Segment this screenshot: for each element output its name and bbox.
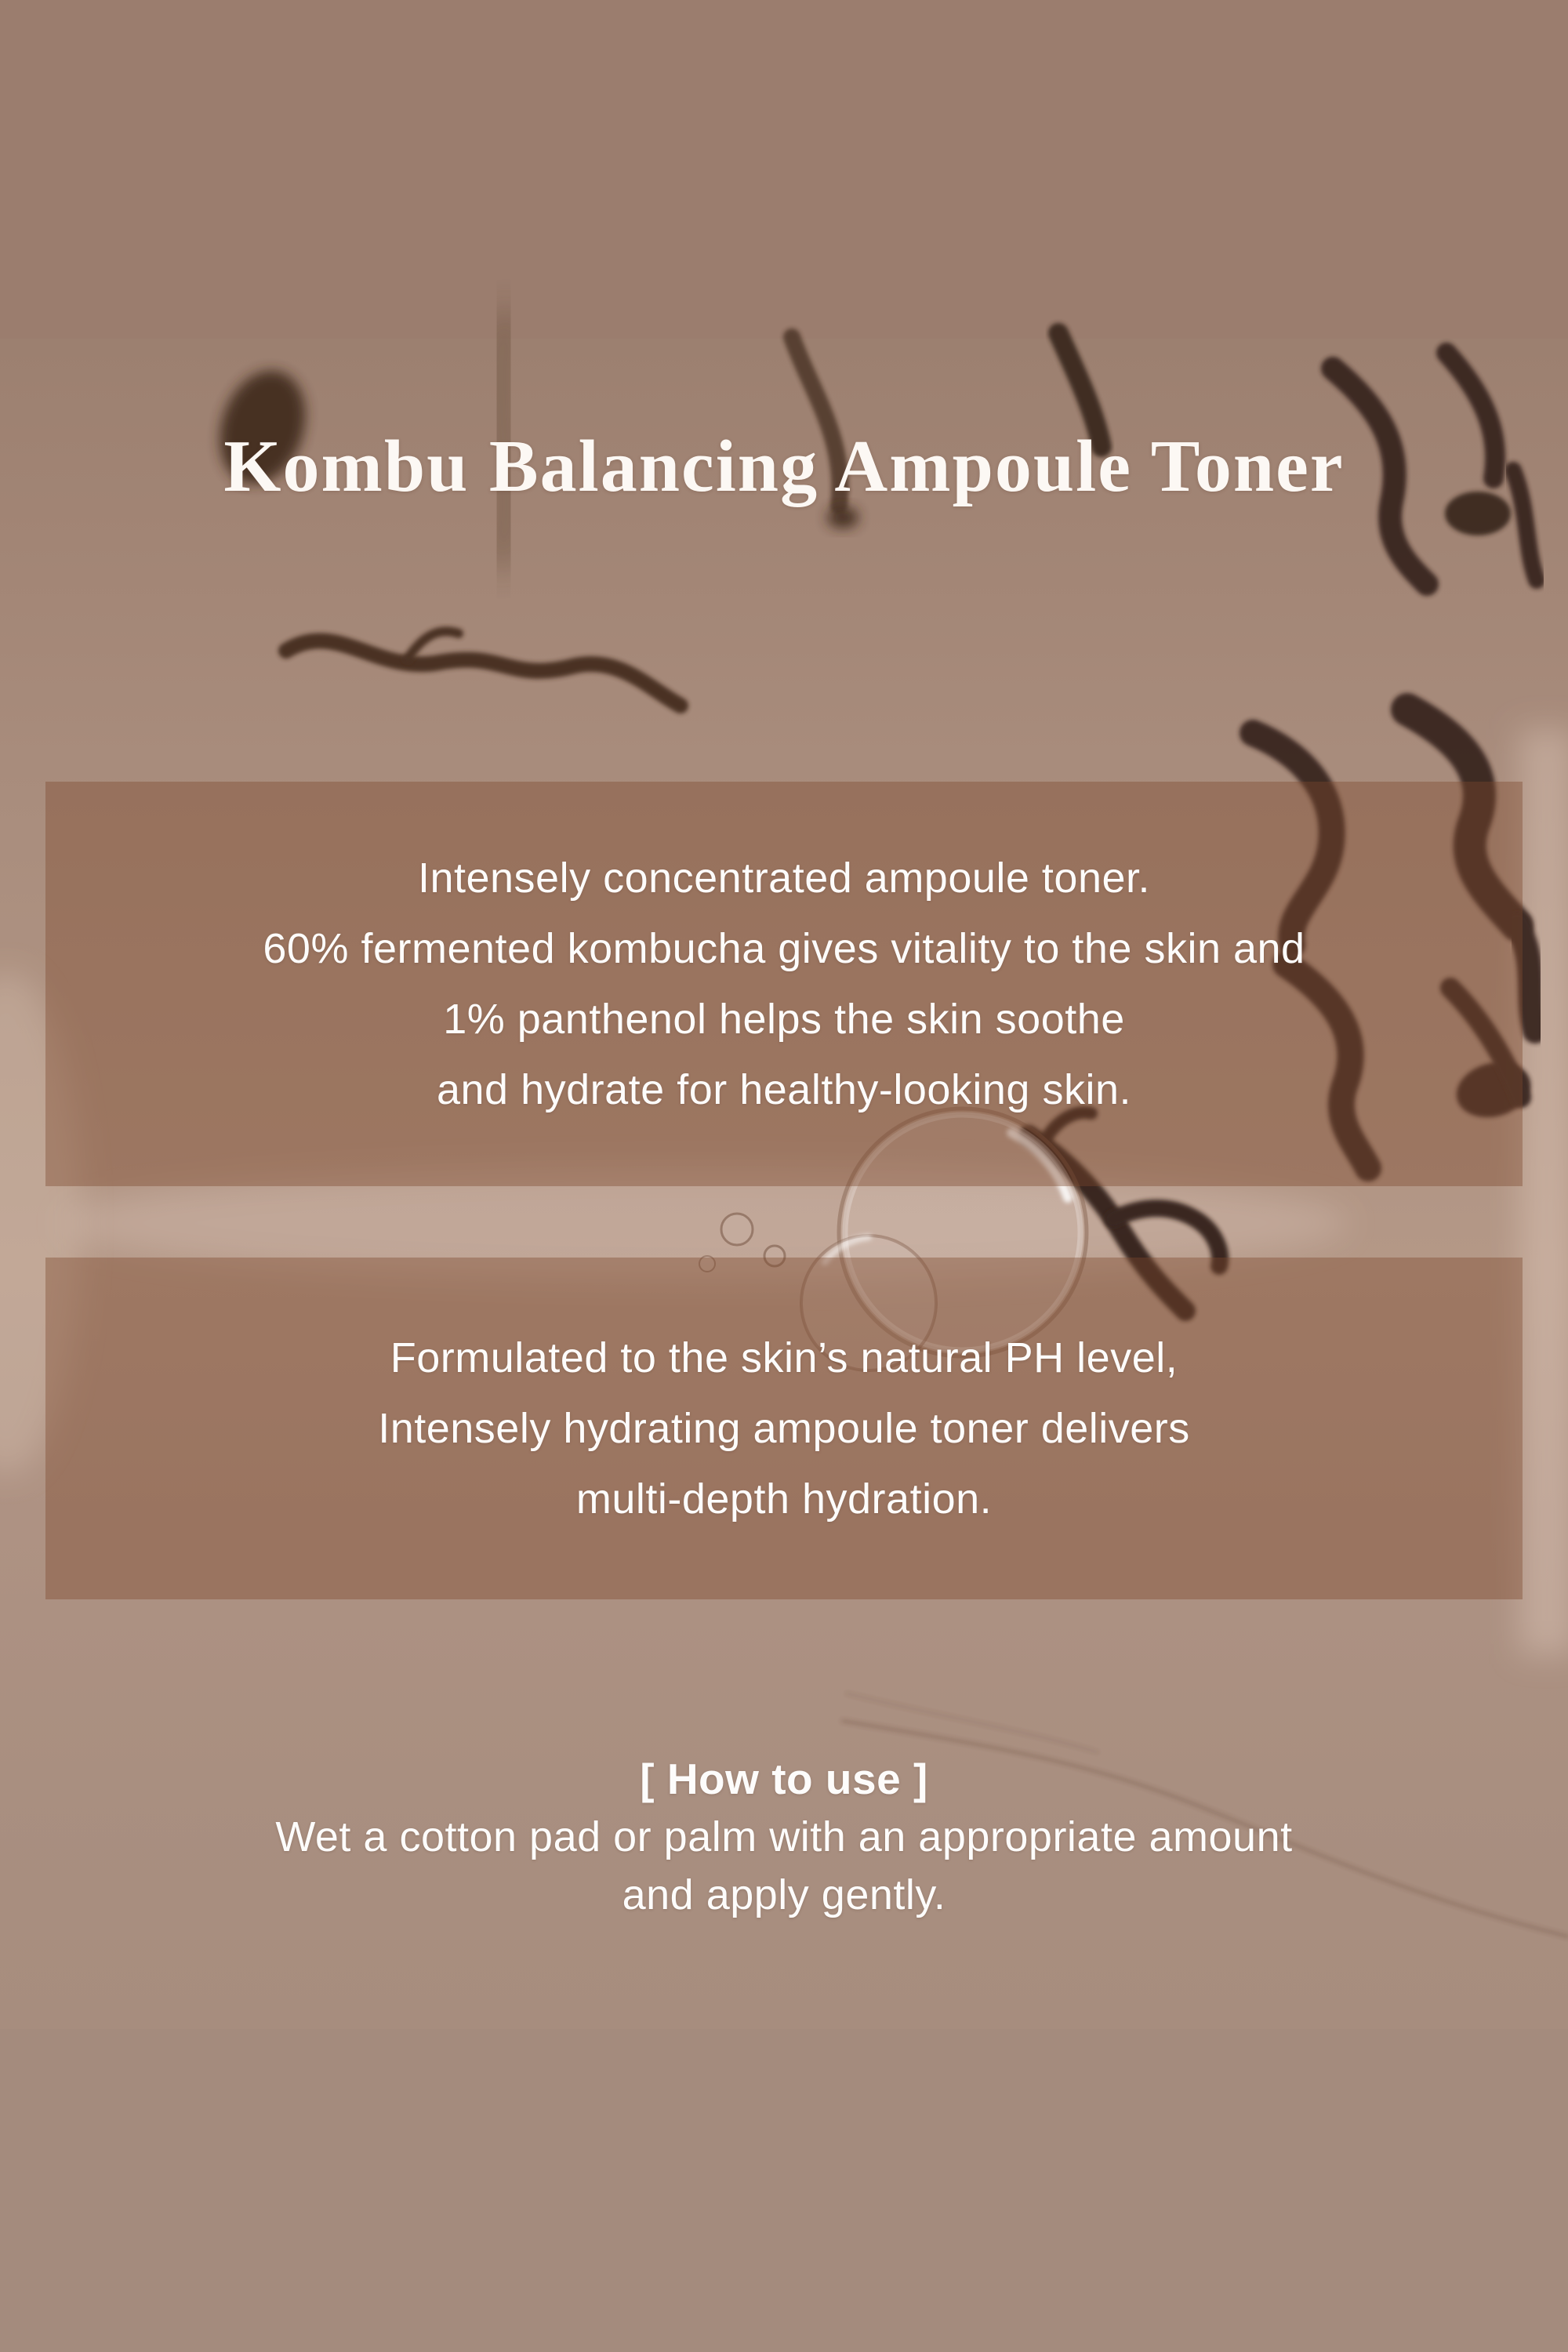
intro-line: 1% panthenol helps the skin soothe [443, 996, 1125, 1043]
page-title: Kombu Balancing Ampoule Toner [223, 426, 1345, 507]
benefits-panel [45, 1258, 1523, 1599]
top-color-band [0, 0, 1568, 339]
benefits-line: Intensely hydrating ampoule toner delivers [378, 1405, 1190, 1452]
how-to-use-line: Wet a cotton pad or palm with an appropriate amount [275, 1813, 1293, 1860]
how-to-use-line: and apply gently. [622, 1871, 946, 1918]
intro-line: Intensely concentrated ampoule toner. [417, 855, 1151, 902]
benefits-line: Formulated to the skin’s natural PH level, [390, 1334, 1178, 1381]
intro-line: 60% fermented kombucha gives vitality to the skin and [263, 925, 1305, 972]
intro-line: and hydrate for healthy-looking skin. [436, 1066, 1131, 1113]
intro-panel [45, 782, 1523, 1186]
how-to-use-heading: [ How to use ] [640, 1755, 928, 1803]
benefits-line: multi-depth hydration. [575, 1475, 993, 1523]
how-to-use-section [0, 1750, 1568, 1924]
bottom-color-band [0, 2029, 1568, 2352]
